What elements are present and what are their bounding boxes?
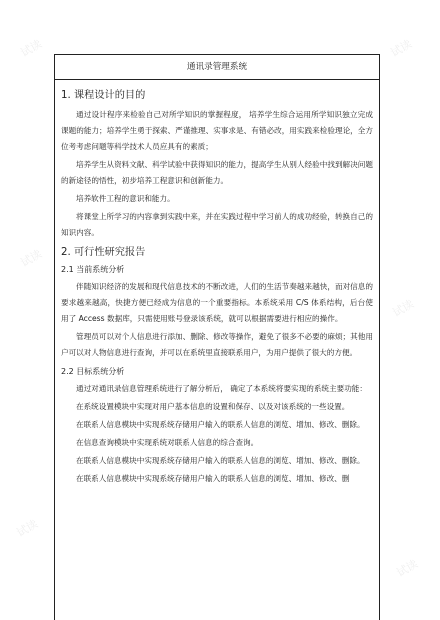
paragraph: 管理员可以对个人信息进行添加、删除、修改等操作，避免了很多不必要的麻烦；其他用户可以对人物信息进行查询，并可以在系统里直接联系用户，为用户提供了很大的方便。 — [61, 332, 373, 357]
document-body — [55, 80, 379, 487]
section-1-heading: 1. 课程设计的目的 — [61, 90, 146, 101]
watermark-text: 试读 — [390, 297, 417, 320]
paragraph: 在信息查询模块中实现系统对联系人信息的综合查询。 — [76, 438, 259, 447]
paragraph: 在联系人信息模块中实现系统存储用户输入的联系人信息的浏览、增加、修改、删除。 — [76, 420, 365, 429]
paragraph: 将课堂上所学习的内容拿到实践中来，并在实践过程中学习前人的成功经验，转换自己的知识内容。 — [61, 212, 373, 237]
watermark-text: 试读 — [388, 37, 415, 60]
paragraph: 在联系人信息模块中实现系统存储用户输入的联系人信息的浏览、增加、修改、删除。 — [76, 456, 365, 465]
watermark-text: 试读 — [394, 557, 421, 580]
watermark-text: 试读 — [18, 37, 45, 60]
paragraph: 在联系人信息模块中实现系统存储用户输入的联系人信息的浏览、增加、修改、删 — [76, 474, 350, 483]
subsection-2-2-heading: 2.2 目标系统分析 — [61, 367, 125, 376]
watermark-text: 试读 — [14, 517, 41, 540]
paragraph: 伴随知识经济的发展和现代信息技术的不断改进，人们的生活节奏越来越快，而对信息的要求越来越高，快捷方便已经成为信息的一个重要指标。本系统采用 C/S 体系结构，后台使用了 Access 数据库，只需使用账号登录该系统，就可以根据需要进行相应的操作。 — [61, 282, 373, 323]
watermark-text: 试读 — [18, 247, 45, 270]
document-frame — [54, 54, 380, 620]
paragraph: 培养学生从资料文献、科学试验中获得知识的能力，提高学生从别人经验中找到解决问题的新途径的悟性，初步培养工程意识和创新能力。 — [61, 160, 373, 185]
paragraph: 通过设计程序来检验自己对所学知识的掌握程度， 培养学生综合运用所学知识独立完成课题的能力；培养学生勇于探索、严谨推理、实事求是、有错必改，用实践来检验理论，全方位考考虑问题等科学技术人员应具有的素质； — [61, 110, 373, 151]
paragraph: 培养软件工程的意识和能力。 — [76, 194, 175, 203]
section-2-heading: 2. 可行性研究报告 — [61, 247, 146, 258]
paragraph: 通过对通讯录信息管理系统进行了解分析后， 确定了本系统将要实现的系统主要功能： — [76, 384, 367, 393]
document-title: 通讯录管理系统 — [55, 55, 379, 80]
subsection-2-1-heading: 2.1 当前系统分析 — [61, 265, 125, 274]
paragraph: 在系统设置模块中实现对用户基本信息的设置和保存、以及对该系统的一些设置。 — [76, 402, 350, 411]
